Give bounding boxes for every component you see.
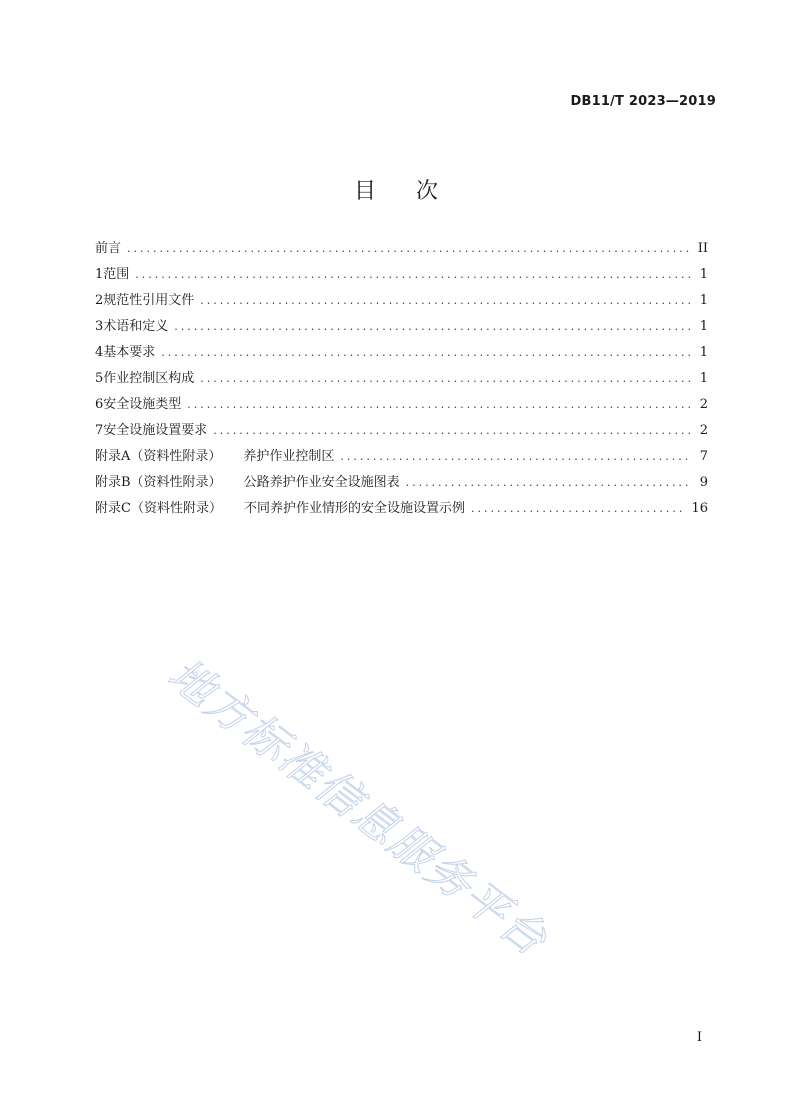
toc-page-number: 16 xyxy=(691,501,708,516)
toc-leader-dots xyxy=(135,262,692,288)
page-number: I xyxy=(696,1030,702,1045)
toc-page-number: 2 xyxy=(699,397,708,412)
toc-entry-number: 4 xyxy=(95,345,104,360)
toc-page-number: 9 xyxy=(699,475,708,490)
toc-page-number: 1 xyxy=(699,267,708,282)
toc-leader-dots xyxy=(174,314,692,340)
watermark: 地方标准信息服务平台 xyxy=(158,648,557,967)
toc-entry-label: 前言 xyxy=(95,241,122,256)
toc-entry-appendix-b[interactable] xyxy=(95,470,708,496)
toc-leader-dots xyxy=(213,418,692,444)
toc-page-number: 1 xyxy=(699,293,708,308)
toc-entry-appendix-c[interactable] xyxy=(95,496,708,522)
toc-entry-label: 公路养护作业安全设施图表 xyxy=(243,475,400,490)
toc-entry-scope[interactable] xyxy=(95,262,708,288)
toc-entry-number: 1 xyxy=(95,267,104,282)
toc-entry-label: 安全设施类型 xyxy=(103,397,182,412)
toc-leader-dots xyxy=(187,392,692,418)
toc-entry-label: 规范性引用文件 xyxy=(103,293,195,308)
document-code: DB11/T 2023—2019 xyxy=(570,94,716,109)
toc-entry-appendix-a[interactable] xyxy=(95,444,708,470)
toc-entry-normative-references[interactable] xyxy=(95,288,708,314)
toc-page-number: 2 xyxy=(699,423,708,438)
toc-leader-dots xyxy=(200,288,692,314)
toc-leader-dots xyxy=(127,236,692,262)
toc-entry-control-zone[interactable] xyxy=(95,366,708,392)
toc-leader-dots xyxy=(471,496,685,522)
toc-entry-foreword[interactable] xyxy=(95,236,708,262)
toc-entry-number: 2 xyxy=(95,293,104,308)
toc-entry-label: 养护作业控制区 xyxy=(243,449,335,464)
toc-page-number: II xyxy=(697,241,708,256)
toc-appendix-prefix: 附录C（资料性附录） xyxy=(95,501,222,516)
toc-page-number: 1 xyxy=(699,319,708,334)
toc-entry-label: 基本要求 xyxy=(103,345,156,360)
toc-entry-label: 范围 xyxy=(103,267,130,282)
toc-page-number: 1 xyxy=(699,345,708,360)
toc-page-number: 7 xyxy=(699,449,708,464)
toc-leader-dots xyxy=(406,470,692,496)
toc-leader-dots xyxy=(161,340,692,366)
table-of-contents xyxy=(95,236,708,522)
toc-entry-setup-requirements[interactable] xyxy=(95,418,708,444)
toc-entry-terms[interactable] xyxy=(95,314,708,340)
toc-entry-label: 作业控制区构成 xyxy=(103,371,195,386)
toc-entry-number: 3 xyxy=(95,319,104,334)
toc-leader-dots xyxy=(200,366,692,392)
toc-entry-label: 术语和定义 xyxy=(103,319,169,334)
toc-entry-facility-types[interactable] xyxy=(95,392,708,418)
toc-appendix-prefix: 附录B（资料性附录） xyxy=(95,475,222,490)
page-title: 目次 xyxy=(353,179,478,204)
toc-entry-number: 7 xyxy=(95,423,104,438)
toc-leader-dots xyxy=(340,444,692,470)
toc-page-number: 1 xyxy=(699,371,708,386)
toc-entry-label: 不同养护作业情形的安全设施设置示例 xyxy=(243,501,465,516)
toc-entry-basic-requirements[interactable] xyxy=(95,340,708,366)
toc-entry-label: 安全设施设置要求 xyxy=(103,423,208,438)
toc-entry-number: 5 xyxy=(95,371,104,386)
toc-entry-number: 6 xyxy=(95,397,104,412)
toc-appendix-prefix: 附录A（资料性附录） xyxy=(95,449,222,464)
